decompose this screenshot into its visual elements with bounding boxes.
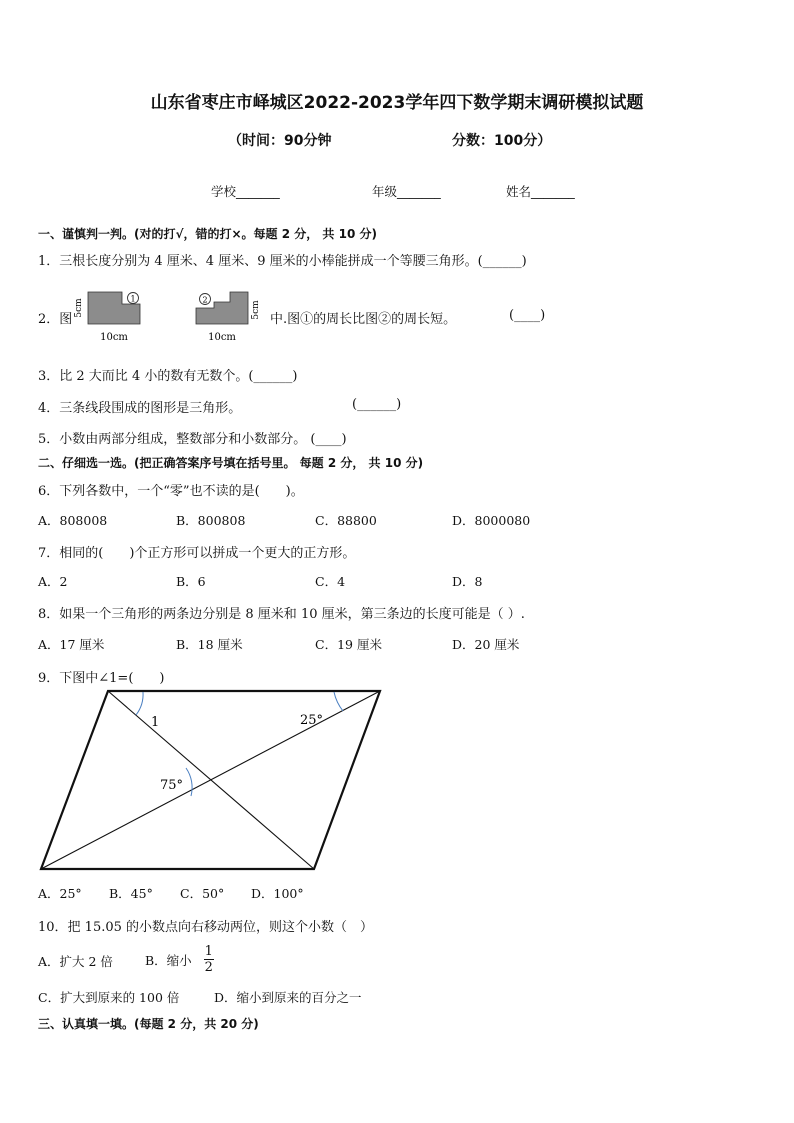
school-field: 学校_______ [211, 184, 280, 199]
q2-figure-1-marker: 1 [130, 294, 136, 304]
question-10: 10．把 15.05 的小数点向右移动两位，则这个小数（ ） [38, 920, 374, 935]
exam-score: 分数：100分） [452, 133, 552, 149]
q8-option-b: B．18 厘米 [176, 637, 243, 652]
q2-figure-1-width: 10cm [100, 332, 128, 343]
question-9: 9．下图中∠1=( ) [38, 671, 165, 686]
fraction-denominator: 2 [204, 960, 213, 975]
question-2-prefix: 2．图 [38, 312, 73, 327]
q10-option-b-label: B．缩小 [145, 952, 192, 968]
q8-option-a: A．17 厘米 [38, 637, 105, 652]
q2-figure-2 [192, 288, 272, 344]
question-7: 7．相同的( )个正方形可以拼成一个更大的正方形。 [38, 546, 356, 561]
angle-75-label: 75° [160, 778, 184, 793]
page-title: 山东省枣庄市峄城区2022-2023学年四下数学期末调研模拟试题 [150, 93, 644, 113]
q6-option-a: A．808008 [38, 513, 108, 528]
q9-option-c: C．50° [180, 886, 225, 901]
q10-option-c: C．扩大到原来的 100 倍 [38, 990, 180, 1005]
question-4-blank: (______) [352, 397, 402, 412]
section2-heading: 二、仔细选一选。(把正确答案序号填在括号里。 每题 2 分， 共 10 分) [38, 456, 424, 470]
q7-option-a: A．2 [38, 574, 68, 589]
q7-option-c: C．4 [315, 574, 346, 589]
q2-figure-2-width: 10cm [208, 332, 236, 343]
question-2-text: 中.图①的周长比图②的周长短。 [270, 312, 457, 327]
diagonal-2 [41, 691, 380, 869]
q2-figure-1-height: 5cm [74, 298, 84, 318]
q9-option-b: B．45° [109, 886, 153, 901]
q10-option-b [145, 944, 214, 975]
angle-25-label: 25° [300, 713, 324, 728]
question-4: 4．三条线段围成的图形是三角形。 [38, 401, 242, 416]
question-6: 6．下列各数中，一个“零”也不读的是( )。 [38, 484, 304, 499]
q10-option-d: D．缩小到原来的百分之一 [214, 990, 362, 1005]
q2-figure-2-height: 5cm [251, 300, 261, 320]
exam-time: （时间：90分钟 [228, 133, 332, 149]
question-1: 1．三根长度分别为 4 厘米、4 厘米、9 厘米的小棒能拼成一个等腰三角形。(______) [38, 254, 527, 269]
q2-figure-2-marker: 2 [202, 295, 208, 305]
q8-option-c: C．19 厘米 [315, 637, 382, 652]
q10-option-a: A．扩大 2 倍 [38, 954, 113, 969]
q6-option-c: C．88800 [315, 513, 377, 528]
question-8: 8．如果一个三角形的两条边分别是 8 厘米和 10 厘米，第三条边的长度可能是（ ）. [38, 607, 525, 622]
question-3: 3．比 2 大而比 4 小的数有无数个。(______) [38, 369, 298, 384]
question-5: 5．小数由两部分组成，整数部分和小数部分。 (____) [38, 432, 347, 447]
q7-option-d: D．8 [452, 574, 483, 589]
q6-option-b: B．800808 [176, 513, 246, 528]
q9-option-a: A．25° [38, 886, 82, 901]
q7-option-b: B．6 [176, 574, 206, 589]
one-half-fraction [204, 944, 214, 975]
fraction-numerator: 1 [204, 944, 213, 959]
angle-1-label: 1 [151, 715, 160, 730]
angle-1-arc [136, 692, 143, 715]
angle-25-arc [334, 692, 343, 711]
question-2-blank: (____) [509, 308, 546, 323]
q9-option-d: D．100° [251, 886, 304, 901]
q9-parallelogram-figure [36, 686, 388, 872]
q8-option-d: D．20 厘米 [452, 637, 520, 652]
grade-field: 年级_______ [372, 184, 441, 199]
section3-heading: 三、认真填一填。(每题 2 分，共 20 分) [38, 1017, 259, 1031]
section1-heading: 一、谨慎判一判。(对的打√，错的打×。每题 2 分， 共 10 分) [38, 227, 377, 241]
q2-figure-1 [72, 288, 162, 344]
name-field: 姓名_______ [506, 184, 575, 199]
q6-option-d: D．8000080 [452, 513, 531, 528]
